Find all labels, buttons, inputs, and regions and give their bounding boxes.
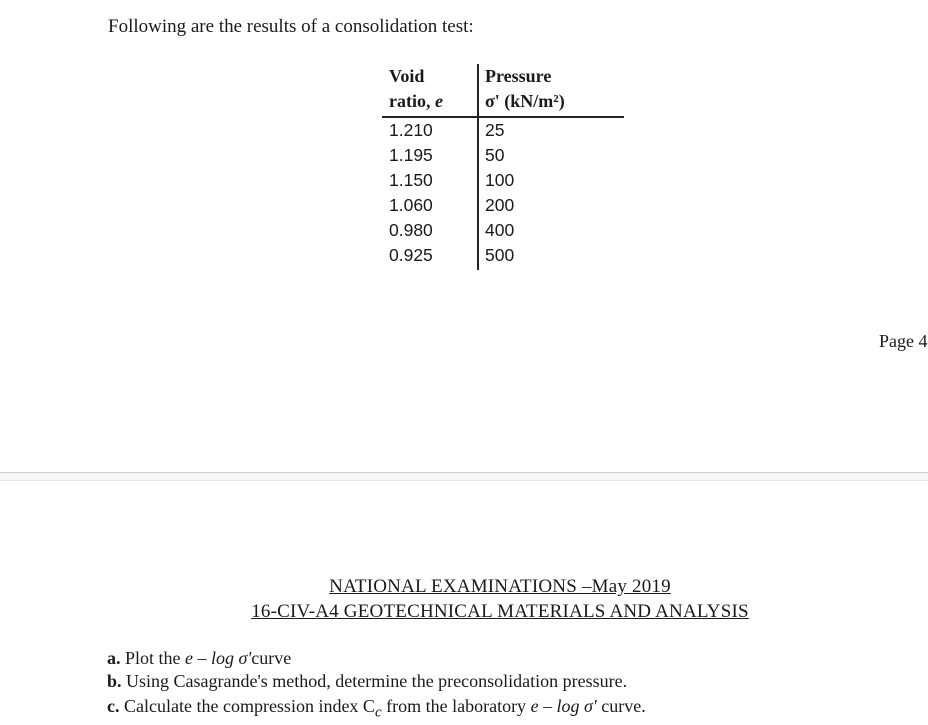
- cell-void-ratio: 1.060: [389, 195, 433, 215]
- header-void-line2: [389, 91, 475, 112]
- exam-title-line1: NATIONAL EXAMINATIONS –May 2019: [329, 576, 671, 597]
- header-void-ratio-text: ratio,: [389, 91, 435, 111]
- question-b: [107, 671, 627, 692]
- question-math: e – log σ': [185, 648, 252, 668]
- table-header: [382, 64, 624, 118]
- question-c: [107, 696, 646, 722]
- intro-text: Following are the results of a consolidation test:: [108, 16, 474, 37]
- cell-void-ratio: 0.925: [389, 245, 433, 265]
- cell-pressure: 200: [485, 195, 515, 215]
- table-row: [382, 218, 624, 243]
- question-label: b.: [107, 671, 122, 691]
- page-number-label: Page 4: [879, 331, 928, 351]
- page-separator: [0, 472, 928, 481]
- question-text-end: curve.: [596, 696, 646, 716]
- cell-pressure: 400: [485, 220, 515, 240]
- table-row: [382, 168, 624, 193]
- cell-void-ratio: 1.195: [389, 145, 433, 165]
- cell-pressure: 50: [485, 145, 505, 165]
- cell-pressure: 25: [485, 120, 505, 140]
- question-text-mid: from the laboratory: [381, 696, 531, 716]
- cell-void-ratio: 1.210: [389, 120, 433, 140]
- question-label: a.: [107, 648, 121, 668]
- table-row: [382, 118, 624, 143]
- question-a: [107, 648, 291, 669]
- question-subscript: c: [374, 704, 382, 721]
- cell-void-ratio: 1.150: [389, 170, 433, 190]
- cell-void-ratio: 0.980: [389, 220, 433, 240]
- header-pressure-line1: Pressure: [485, 66, 552, 86]
- question-math: e – log σ': [530, 696, 597, 716]
- header-void-line1: Void: [389, 66, 425, 86]
- table-row: [382, 193, 624, 218]
- exam-title-line2: 16-CIV-A4 GEOTECHNICAL MATERIALS AND ANALYSIS: [251, 601, 749, 622]
- consolidation-table: [382, 64, 624, 270]
- header-void-e: e: [434, 91, 443, 111]
- question-text: Using Casagrande's method, determine the preconsolidation pressure.: [121, 671, 628, 691]
- table-row: [382, 143, 624, 168]
- header-pressure-line2: σ' (kN/m²): [485, 91, 565, 111]
- cell-pressure: 100: [485, 170, 515, 190]
- question-text: Calculate the compression index C: [119, 696, 375, 716]
- table-body: [382, 118, 624, 270]
- cell-pressure: 500: [485, 245, 515, 265]
- question-text-end: curve: [251, 648, 292, 668]
- question-text: Plot the: [120, 648, 186, 668]
- question-label: c.: [107, 696, 120, 716]
- table-row: [382, 243, 624, 268]
